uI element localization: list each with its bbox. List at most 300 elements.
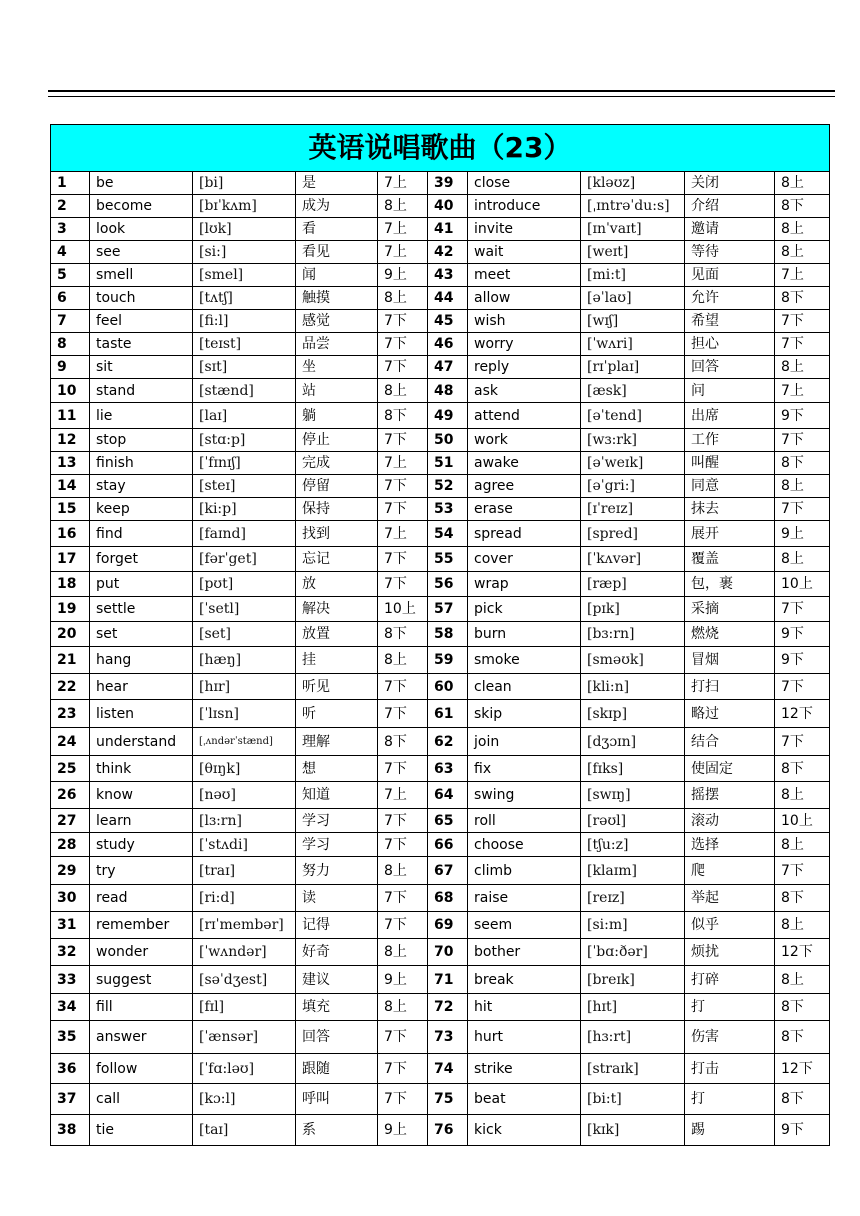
right-grade-cell: 7下 (775, 857, 830, 885)
right-word-cell: awake (468, 452, 581, 475)
left-num-cell: 33 (51, 966, 90, 994)
right-meaning-cell: 工作 (685, 429, 775, 452)
left-meaning-cell: 努力 (296, 857, 378, 885)
left-num-cell: 26 (51, 782, 90, 809)
right-num-cell: 46 (428, 333, 468, 356)
right-num-cell: 72 (428, 994, 468, 1021)
left-num-cell: 1 (51, 172, 90, 195)
right-grade-cell: 12下 (775, 700, 830, 728)
right-num-cell: 69 (428, 912, 468, 939)
right-word-cell: introduce (468, 195, 581, 218)
table-row (51, 1021, 830, 1054)
left-num-cell: 5 (51, 264, 90, 287)
left-word-cell: be (90, 172, 193, 195)
right-grade-cell: 7上 (775, 264, 830, 287)
right-meaning-cell: 希望 (685, 310, 775, 333)
right-num-cell: 66 (428, 833, 468, 857)
right-word-cell: hurt (468, 1021, 581, 1054)
left-word-cell: follow (90, 1054, 193, 1084)
right-meaning-cell: 伤害 (685, 1021, 775, 1054)
right-word-cell: attend (468, 403, 581, 429)
table-row (51, 1084, 830, 1115)
left-grade-cell: 7上 (378, 172, 428, 195)
left-ipa-cell: [laɪ] (193, 403, 296, 429)
left-ipa-cell: [θɪŋk] (193, 756, 296, 782)
left-word-cell: lie (90, 403, 193, 429)
left-word-cell: read (90, 885, 193, 912)
left-grade-cell: 8上 (378, 195, 428, 218)
left-ipa-cell: [kɔ:l] (193, 1084, 296, 1115)
right-grade-cell: 8上 (775, 547, 830, 572)
right-num-cell: 43 (428, 264, 468, 287)
right-ipa-cell: [ɪnˈvaɪt] (581, 218, 685, 241)
right-word-cell: worry (468, 333, 581, 356)
right-ipa-cell: [tʃu:z] (581, 833, 685, 857)
left-grade-cell: 7上 (378, 521, 428, 547)
right-grade-cell: 8下 (775, 452, 830, 475)
right-meaning-cell: 举起 (685, 885, 775, 912)
right-meaning-cell: 打扫 (685, 674, 775, 700)
right-num-cell: 51 (428, 452, 468, 475)
table-row (51, 728, 830, 756)
right-num-cell: 47 (428, 356, 468, 379)
right-meaning-cell: 采摘 (685, 597, 775, 622)
left-num-cell: 11 (51, 403, 90, 429)
right-ipa-cell: [rəʊl] (581, 809, 685, 833)
right-word-cell: wish (468, 310, 581, 333)
right-ipa-cell: [mi:t] (581, 264, 685, 287)
right-meaning-cell: 覆盖 (685, 547, 775, 572)
table-row (51, 379, 830, 403)
left-ipa-cell: [ki:p] (193, 498, 296, 521)
right-word-cell: break (468, 966, 581, 994)
left-word-cell: call (90, 1084, 193, 1115)
right-meaning-cell: 踢 (685, 1115, 775, 1146)
right-num-cell: 40 (428, 195, 468, 218)
left-meaning-cell: 成为 (296, 195, 378, 218)
left-grade-cell: 7下 (378, 356, 428, 379)
right-grade-cell: 8上 (775, 833, 830, 857)
right-meaning-cell: 打 (685, 1084, 775, 1115)
left-meaning-cell: 感觉 (296, 310, 378, 333)
right-meaning-cell: 使固定 (685, 756, 775, 782)
right-word-cell: join (468, 728, 581, 756)
left-meaning-cell: 呼叫 (296, 1084, 378, 1115)
right-ipa-cell: [ˈkʌvər] (581, 547, 685, 572)
right-word-cell: cover (468, 547, 581, 572)
left-ipa-cell: [ˈfɑ:ləʊ] (193, 1054, 296, 1084)
right-ipa-cell: [straɪk] (581, 1054, 685, 1084)
right-num-cell: 70 (428, 939, 468, 966)
right-grade-cell: 8上 (775, 356, 830, 379)
right-num-cell: 48 (428, 379, 468, 403)
left-ipa-cell: [pʊt] (193, 572, 296, 597)
right-grade-cell: 8上 (775, 218, 830, 241)
right-num-cell: 68 (428, 885, 468, 912)
left-ipa-cell: [si:] (193, 241, 296, 264)
left-ipa-cell: [fɪl] (193, 994, 296, 1021)
left-word-cell: put (90, 572, 193, 597)
table-row (51, 356, 830, 379)
left-grade-cell: 8下 (378, 728, 428, 756)
right-meaning-cell: 打击 (685, 1054, 775, 1084)
left-word-cell: answer (90, 1021, 193, 1054)
left-ipa-cell: [tʌtʃ] (193, 287, 296, 310)
right-grade-cell: 10上 (775, 809, 830, 833)
right-num-cell: 62 (428, 728, 468, 756)
right-word-cell: wrap (468, 572, 581, 597)
right-ipa-cell: [hɜ:rt] (581, 1021, 685, 1054)
right-ipa-cell: [kɪk] (581, 1115, 685, 1146)
left-ipa-cell: [bi] (193, 172, 296, 195)
right-ipa-cell: [əˈweɪk] (581, 452, 685, 475)
right-meaning-cell: 叫醒 (685, 452, 775, 475)
left-ipa-cell: [hæŋ] (193, 647, 296, 674)
left-num-cell: 12 (51, 429, 90, 452)
left-ipa-cell: [ˈfɪnɪʃ] (193, 452, 296, 475)
right-meaning-cell: 关闭 (685, 172, 775, 195)
right-meaning-cell: 选择 (685, 833, 775, 857)
right-grade-cell: 7上 (775, 379, 830, 403)
right-ipa-cell: [rɪˈplaɪ] (581, 356, 685, 379)
right-grade-cell: 9下 (775, 647, 830, 674)
right-word-cell: burn (468, 622, 581, 647)
left-word-cell: remember (90, 912, 193, 939)
header-rule-thick (48, 90, 835, 92)
left-ipa-cell: [nəʊ] (193, 782, 296, 809)
right-ipa-cell: [bi:t] (581, 1084, 685, 1115)
left-num-cell: 6 (51, 287, 90, 310)
left-grade-cell: 7下 (378, 912, 428, 939)
table-row (51, 310, 830, 333)
right-meaning-cell: 邀请 (685, 218, 775, 241)
table-row (51, 172, 830, 195)
right-grade-cell: 8上 (775, 912, 830, 939)
vocabulary-table (50, 124, 830, 1146)
table-row (51, 994, 830, 1021)
right-ipa-cell: [fɪks] (581, 756, 685, 782)
left-num-cell: 10 (51, 379, 90, 403)
left-grade-cell: 9上 (378, 966, 428, 994)
left-ipa-cell: [fərˈget] (193, 547, 296, 572)
left-ipa-cell: [taɪ] (193, 1115, 296, 1146)
left-ipa-cell: [lɜ:rn] (193, 809, 296, 833)
right-meaning-cell: 担心 (685, 333, 775, 356)
left-meaning-cell: 听见 (296, 674, 378, 700)
left-meaning-cell: 闻 (296, 264, 378, 287)
left-ipa-cell: [traɪ] (193, 857, 296, 885)
left-meaning-cell: 品尝 (296, 333, 378, 356)
left-meaning-cell: 躺 (296, 403, 378, 429)
left-meaning-cell: 放置 (296, 622, 378, 647)
left-meaning-cell: 想 (296, 756, 378, 782)
right-word-cell: strike (468, 1054, 581, 1084)
table-row (51, 1115, 830, 1146)
right-word-cell: hit (468, 994, 581, 1021)
left-word-cell: stand (90, 379, 193, 403)
right-num-cell: 59 (428, 647, 468, 674)
right-meaning-cell: 爬 (685, 857, 775, 885)
right-num-cell: 41 (428, 218, 468, 241)
left-meaning-cell: 填充 (296, 994, 378, 1021)
right-word-cell: spread (468, 521, 581, 547)
right-word-cell: erase (468, 498, 581, 521)
right-num-cell: 76 (428, 1115, 468, 1146)
right-ipa-cell: [ræp] (581, 572, 685, 597)
table-row (51, 403, 830, 429)
left-word-cell: tie (90, 1115, 193, 1146)
right-ipa-cell: [ˈwʌri] (581, 333, 685, 356)
right-ipa-cell: [si:m] (581, 912, 685, 939)
right-num-cell: 54 (428, 521, 468, 547)
right-meaning-cell: 燃烧 (685, 622, 775, 647)
left-meaning-cell: 完成 (296, 452, 378, 475)
left-word-cell: think (90, 756, 193, 782)
left-grade-cell: 7下 (378, 1054, 428, 1084)
right-num-cell: 45 (428, 310, 468, 333)
right-grade-cell: 8下 (775, 885, 830, 912)
left-grade-cell: 8上 (378, 994, 428, 1021)
left-num-cell: 34 (51, 994, 90, 1021)
table-row (51, 475, 830, 498)
left-ipa-cell: [ˈlɪsn] (193, 700, 296, 728)
left-num-cell: 17 (51, 547, 90, 572)
left-grade-cell: 7下 (378, 809, 428, 833)
right-meaning-cell: 滚动 (685, 809, 775, 833)
table-row (51, 966, 830, 994)
right-grade-cell: 8下 (775, 1084, 830, 1115)
left-word-cell: suggest (90, 966, 193, 994)
right-word-cell: fix (468, 756, 581, 782)
left-num-cell: 38 (51, 1115, 90, 1146)
left-num-cell: 27 (51, 809, 90, 833)
right-meaning-cell: 结合 (685, 728, 775, 756)
right-meaning-cell: 问 (685, 379, 775, 403)
left-ipa-cell: [smel] (193, 264, 296, 287)
left-grade-cell: 7下 (378, 1021, 428, 1054)
left-word-cell: look (90, 218, 193, 241)
right-meaning-cell: 打碎 (685, 966, 775, 994)
left-word-cell: taste (90, 333, 193, 356)
right-grade-cell: 9下 (775, 1115, 830, 1146)
right-word-cell: clean (468, 674, 581, 700)
right-grade-cell: 8下 (775, 756, 830, 782)
left-ipa-cell: [ˈwʌndər] (193, 939, 296, 966)
left-grade-cell: 7下 (378, 333, 428, 356)
left-meaning-cell: 挂 (296, 647, 378, 674)
left-ipa-cell: [teɪst] (193, 333, 296, 356)
left-word-cell: finish (90, 452, 193, 475)
left-num-cell: 28 (51, 833, 90, 857)
right-grade-cell: 9下 (775, 403, 830, 429)
table-row (51, 597, 830, 622)
table-row (51, 241, 830, 264)
right-num-cell: 74 (428, 1054, 468, 1084)
right-meaning-cell: 同意 (685, 475, 775, 498)
left-grade-cell: 8上 (378, 857, 428, 885)
left-meaning-cell: 解决 (296, 597, 378, 622)
right-num-cell: 44 (428, 287, 468, 310)
right-word-cell: ask (468, 379, 581, 403)
left-grade-cell: 7下 (378, 756, 428, 782)
left-word-cell: touch (90, 287, 193, 310)
left-grade-cell: 8上 (378, 379, 428, 403)
right-meaning-cell: 允许 (685, 287, 775, 310)
table-row (51, 218, 830, 241)
left-ipa-cell: [lʊk] (193, 218, 296, 241)
right-meaning-cell: 冒烟 (685, 647, 775, 674)
left-word-cell: set (90, 622, 193, 647)
right-word-cell: close (468, 172, 581, 195)
right-grade-cell: 8上 (775, 782, 830, 809)
left-meaning-cell: 找到 (296, 521, 378, 547)
right-word-cell: invite (468, 218, 581, 241)
left-num-cell: 32 (51, 939, 90, 966)
left-ipa-cell: [sɪt] (193, 356, 296, 379)
left-word-cell: smell (90, 264, 193, 287)
right-num-cell: 49 (428, 403, 468, 429)
right-grade-cell: 7下 (775, 429, 830, 452)
left-num-cell: 22 (51, 674, 90, 700)
right-ipa-cell: [weɪt] (581, 241, 685, 264)
left-grade-cell: 7下 (378, 1084, 428, 1115)
table-row (51, 833, 830, 857)
right-num-cell: 39 (428, 172, 468, 195)
right-word-cell: choose (468, 833, 581, 857)
left-grade-cell: 7上 (378, 782, 428, 809)
right-word-cell: swing (468, 782, 581, 809)
left-grade-cell: 7下 (378, 310, 428, 333)
left-num-cell: 21 (51, 647, 90, 674)
left-meaning-cell: 回答 (296, 1021, 378, 1054)
right-word-cell: pick (468, 597, 581, 622)
table-row (51, 521, 830, 547)
left-grade-cell: 8上 (378, 939, 428, 966)
right-grade-cell: 8上 (775, 241, 830, 264)
left-word-cell: know (90, 782, 193, 809)
right-num-cell: 64 (428, 782, 468, 809)
left-word-cell: listen (90, 700, 193, 728)
right-meaning-cell: 烦扰 (685, 939, 775, 966)
left-grade-cell: 7下 (378, 475, 428, 498)
right-grade-cell: 10上 (775, 572, 830, 597)
right-grade-cell: 7下 (775, 333, 830, 356)
right-meaning-cell: 略过 (685, 700, 775, 728)
right-num-cell: 63 (428, 756, 468, 782)
left-ipa-cell: [ˈstʌdi] (193, 833, 296, 857)
table-row (51, 885, 830, 912)
right-num-cell: 57 (428, 597, 468, 622)
left-grade-cell: 7上 (378, 218, 428, 241)
left-word-cell: feel (90, 310, 193, 333)
right-num-cell: 73 (428, 1021, 468, 1054)
right-ipa-cell: [dʒɔɪn] (581, 728, 685, 756)
table-row (51, 195, 830, 218)
right-ipa-cell: [ˌɪntrəˈdu:s] (581, 195, 685, 218)
left-meaning-cell: 学习 (296, 809, 378, 833)
table-row (51, 1054, 830, 1084)
table-row (51, 782, 830, 809)
right-grade-cell: 8上 (775, 966, 830, 994)
right-meaning-cell: 包，裹 (685, 572, 775, 597)
table-row (51, 452, 830, 475)
left-num-cell: 8 (51, 333, 90, 356)
left-meaning-cell: 理解 (296, 728, 378, 756)
left-word-cell: stay (90, 475, 193, 498)
left-grade-cell: 7下 (378, 498, 428, 521)
left-ipa-cell: [bɪˈkʌm] (193, 195, 296, 218)
left-word-cell: hear (90, 674, 193, 700)
right-num-cell: 56 (428, 572, 468, 597)
right-grade-cell: 7下 (775, 597, 830, 622)
right-grade-cell: 8下 (775, 195, 830, 218)
right-meaning-cell: 摇摆 (685, 782, 775, 809)
left-meaning-cell: 好奇 (296, 939, 378, 966)
right-ipa-cell: [klaɪm] (581, 857, 685, 885)
left-ipa-cell: [rɪˈmembər] (193, 912, 296, 939)
left-num-cell: 7 (51, 310, 90, 333)
left-meaning-cell: 听 (296, 700, 378, 728)
right-num-cell: 67 (428, 857, 468, 885)
left-num-cell: 29 (51, 857, 90, 885)
right-grade-cell: 8上 (775, 475, 830, 498)
right-ipa-cell: [ˈbɑ:ðər] (581, 939, 685, 966)
left-grade-cell: 7上 (378, 452, 428, 475)
left-num-cell: 31 (51, 912, 90, 939)
right-num-cell: 52 (428, 475, 468, 498)
right-word-cell: raise (468, 885, 581, 912)
right-num-cell: 65 (428, 809, 468, 833)
table-row (51, 857, 830, 885)
right-ipa-cell: [sməʊk] (581, 647, 685, 674)
left-num-cell: 30 (51, 885, 90, 912)
right-word-cell: beat (468, 1084, 581, 1115)
left-grade-cell: 7上 (378, 241, 428, 264)
right-num-cell: 60 (428, 674, 468, 700)
right-meaning-cell: 等待 (685, 241, 775, 264)
left-ipa-cell: [set] (193, 622, 296, 647)
left-meaning-cell: 建议 (296, 966, 378, 994)
right-word-cell: climb (468, 857, 581, 885)
left-num-cell: 16 (51, 521, 90, 547)
left-grade-cell: 7下 (378, 547, 428, 572)
left-num-cell: 35 (51, 1021, 90, 1054)
right-num-cell: 75 (428, 1084, 468, 1115)
left-num-cell: 23 (51, 700, 90, 728)
left-grade-cell: 9上 (378, 1115, 428, 1146)
right-ipa-cell: [kli:n] (581, 674, 685, 700)
right-word-cell: work (468, 429, 581, 452)
right-ipa-cell: [pɪk] (581, 597, 685, 622)
left-word-cell: learn (90, 809, 193, 833)
left-meaning-cell: 记得 (296, 912, 378, 939)
left-num-cell: 19 (51, 597, 90, 622)
right-word-cell: bother (468, 939, 581, 966)
left-word-cell: wonder (90, 939, 193, 966)
right-meaning-cell: 回答 (685, 356, 775, 379)
table-row (51, 264, 830, 287)
table-row (51, 647, 830, 674)
left-ipa-cell: [hɪr] (193, 674, 296, 700)
table-row (51, 287, 830, 310)
left-num-cell: 4 (51, 241, 90, 264)
left-word-cell: fill (90, 994, 193, 1021)
table-row (51, 939, 830, 966)
left-meaning-cell: 坐 (296, 356, 378, 379)
right-word-cell: meet (468, 264, 581, 287)
left-meaning-cell: 看见 (296, 241, 378, 264)
right-grade-cell: 8上 (775, 172, 830, 195)
